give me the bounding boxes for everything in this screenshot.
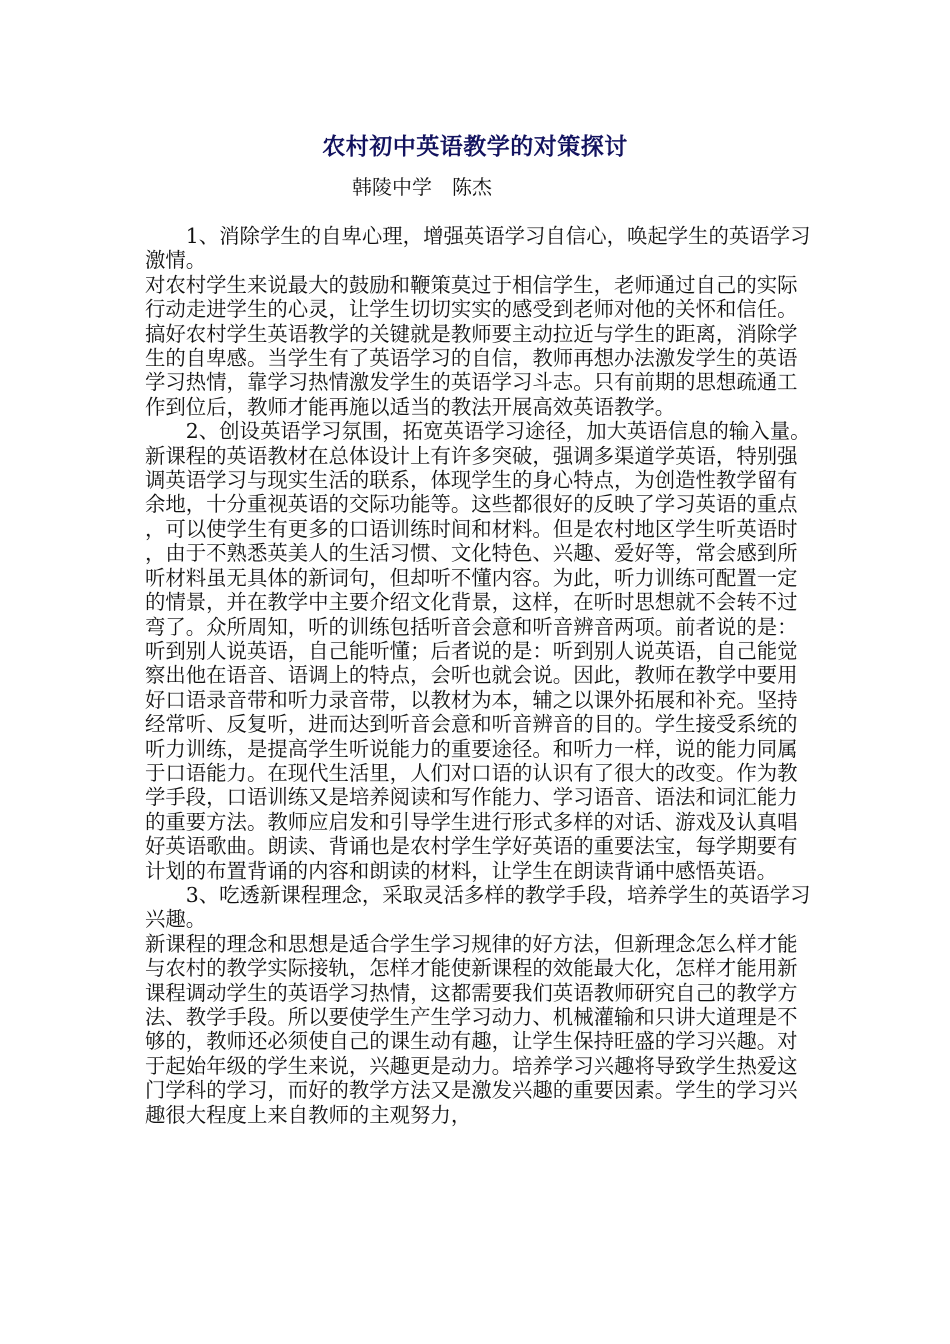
section-heading-3: 3、吃透新课程理念，采取灵活多样的教学手段，培养学生的英语学习兴趣。 <box>145 882 811 932</box>
document-body <box>145 224 817 1127</box>
paragraph-1: 对农村学生来说最大的鼓励和鞭策莫过于相信学生，老师通过自己的实际行动走进学生的心灵，让学生切切实实的感受到老师对他的关怀和信任。搞好农村学生英语教学的关键就是教师要主动拉近与学生的距离，消除学生的自卑感。当学生有了英语学习的自信，教师再想办法激发学生的英语学习热情，靠学习热情激发学生的英语学习斗志。只有前期的思想疏通工作到位后，教师才能再施以适当的教法开展高效英语教学。 <box>145 272 798 419</box>
document-title: 农村初中英语教学的对策探讨 <box>322 134 628 160</box>
section-heading-1: 1、消除学生的自卑心理，增强英语学习自信心，唤起学生的英语学习激情。 <box>145 224 811 273</box>
author-line: 韩陵中学 陈杰 <box>352 175 492 199</box>
section-heading-2: 2、创设英语学习氛围，拓宽英语学习途径，加大英语信息的输入量。 <box>185 419 811 444</box>
paragraph-3: 新课程的理念和思想是适合学生学习规律的好方法，但新理念怎么样才能与农村的教学实际接轨，怎样才能使新课程的效能最大化，怎样才能用新课程调动学生的英语学习热情，这都需要我们英语教师研究自己的教学方法、教学手段。所以要使学生产生学习动力、机械灌输和只讲大道理是不够的，教师还必须使自己的课生动有趣，让学生保持旺盛的学习兴趣。对于起始年级的学生来说，兴趣更是动力。培养学习兴趣将导致学生热爱这门学科的学习，而好的教学方法又是激发兴趣的重要因素。学生的学习兴趣很大程度上来自教师的主观努力， <box>145 931 798 1127</box>
paragraph-2: 新课程的英语教材在总体设计上有许多突破，强调多渠道学英语，特别强调英语学习与现实生活的联系，体现学生的身心特点，为创造性教学留有余地，十分重视英语的交际功能等。这些都很好的反映了学习英语的重点，可以使学生有更多的口语训练时间和材料。但是农村地区学生听英语时，由于不熟悉英美人的生活习惯、文化特色、兴趣、爱好等，常会感到所听材料虽无具体的新词句，但却听不懂内容。为此，听力训练可配置一定的情景，并在教学中主要介绍文化背景，这样，在听时思想就不会转不过弯了。众所周知，听的训练包括听音会意和听音辨音两项。前者说的是：听到别人说英语，自己能听懂；后者说的是：听到别人说英语，自己能觉察出他在语音、语调上的特点，会听也就会说。因此，教师在教学中要用好口语录音带和听力录音带，以教材为本，辅之以课外拓展和补充。坚持经常听、反复听，进而达到听音会意和听音辨音的目的。学生接受系统的听力训练，是提高学生听说能力的重要途径。和听力一样，说的能力同属于口语能力。在现代生活里，人们对口语的认识有了很大的改变。作为教学手段，口语训练又是培养阅读和写作能力、学习语音、语法和词汇能力的重要方法。教师应启发和引导学生进行形式多样的对话、游戏及认真唱好英语歌曲。朗读、背诵也是农村学生学好英语的重要法宝，每学期要有计划的布置背诵的内容和朗读的材料，让学生在朗读背诵中感悟英语。 <box>145 443 798 883</box>
